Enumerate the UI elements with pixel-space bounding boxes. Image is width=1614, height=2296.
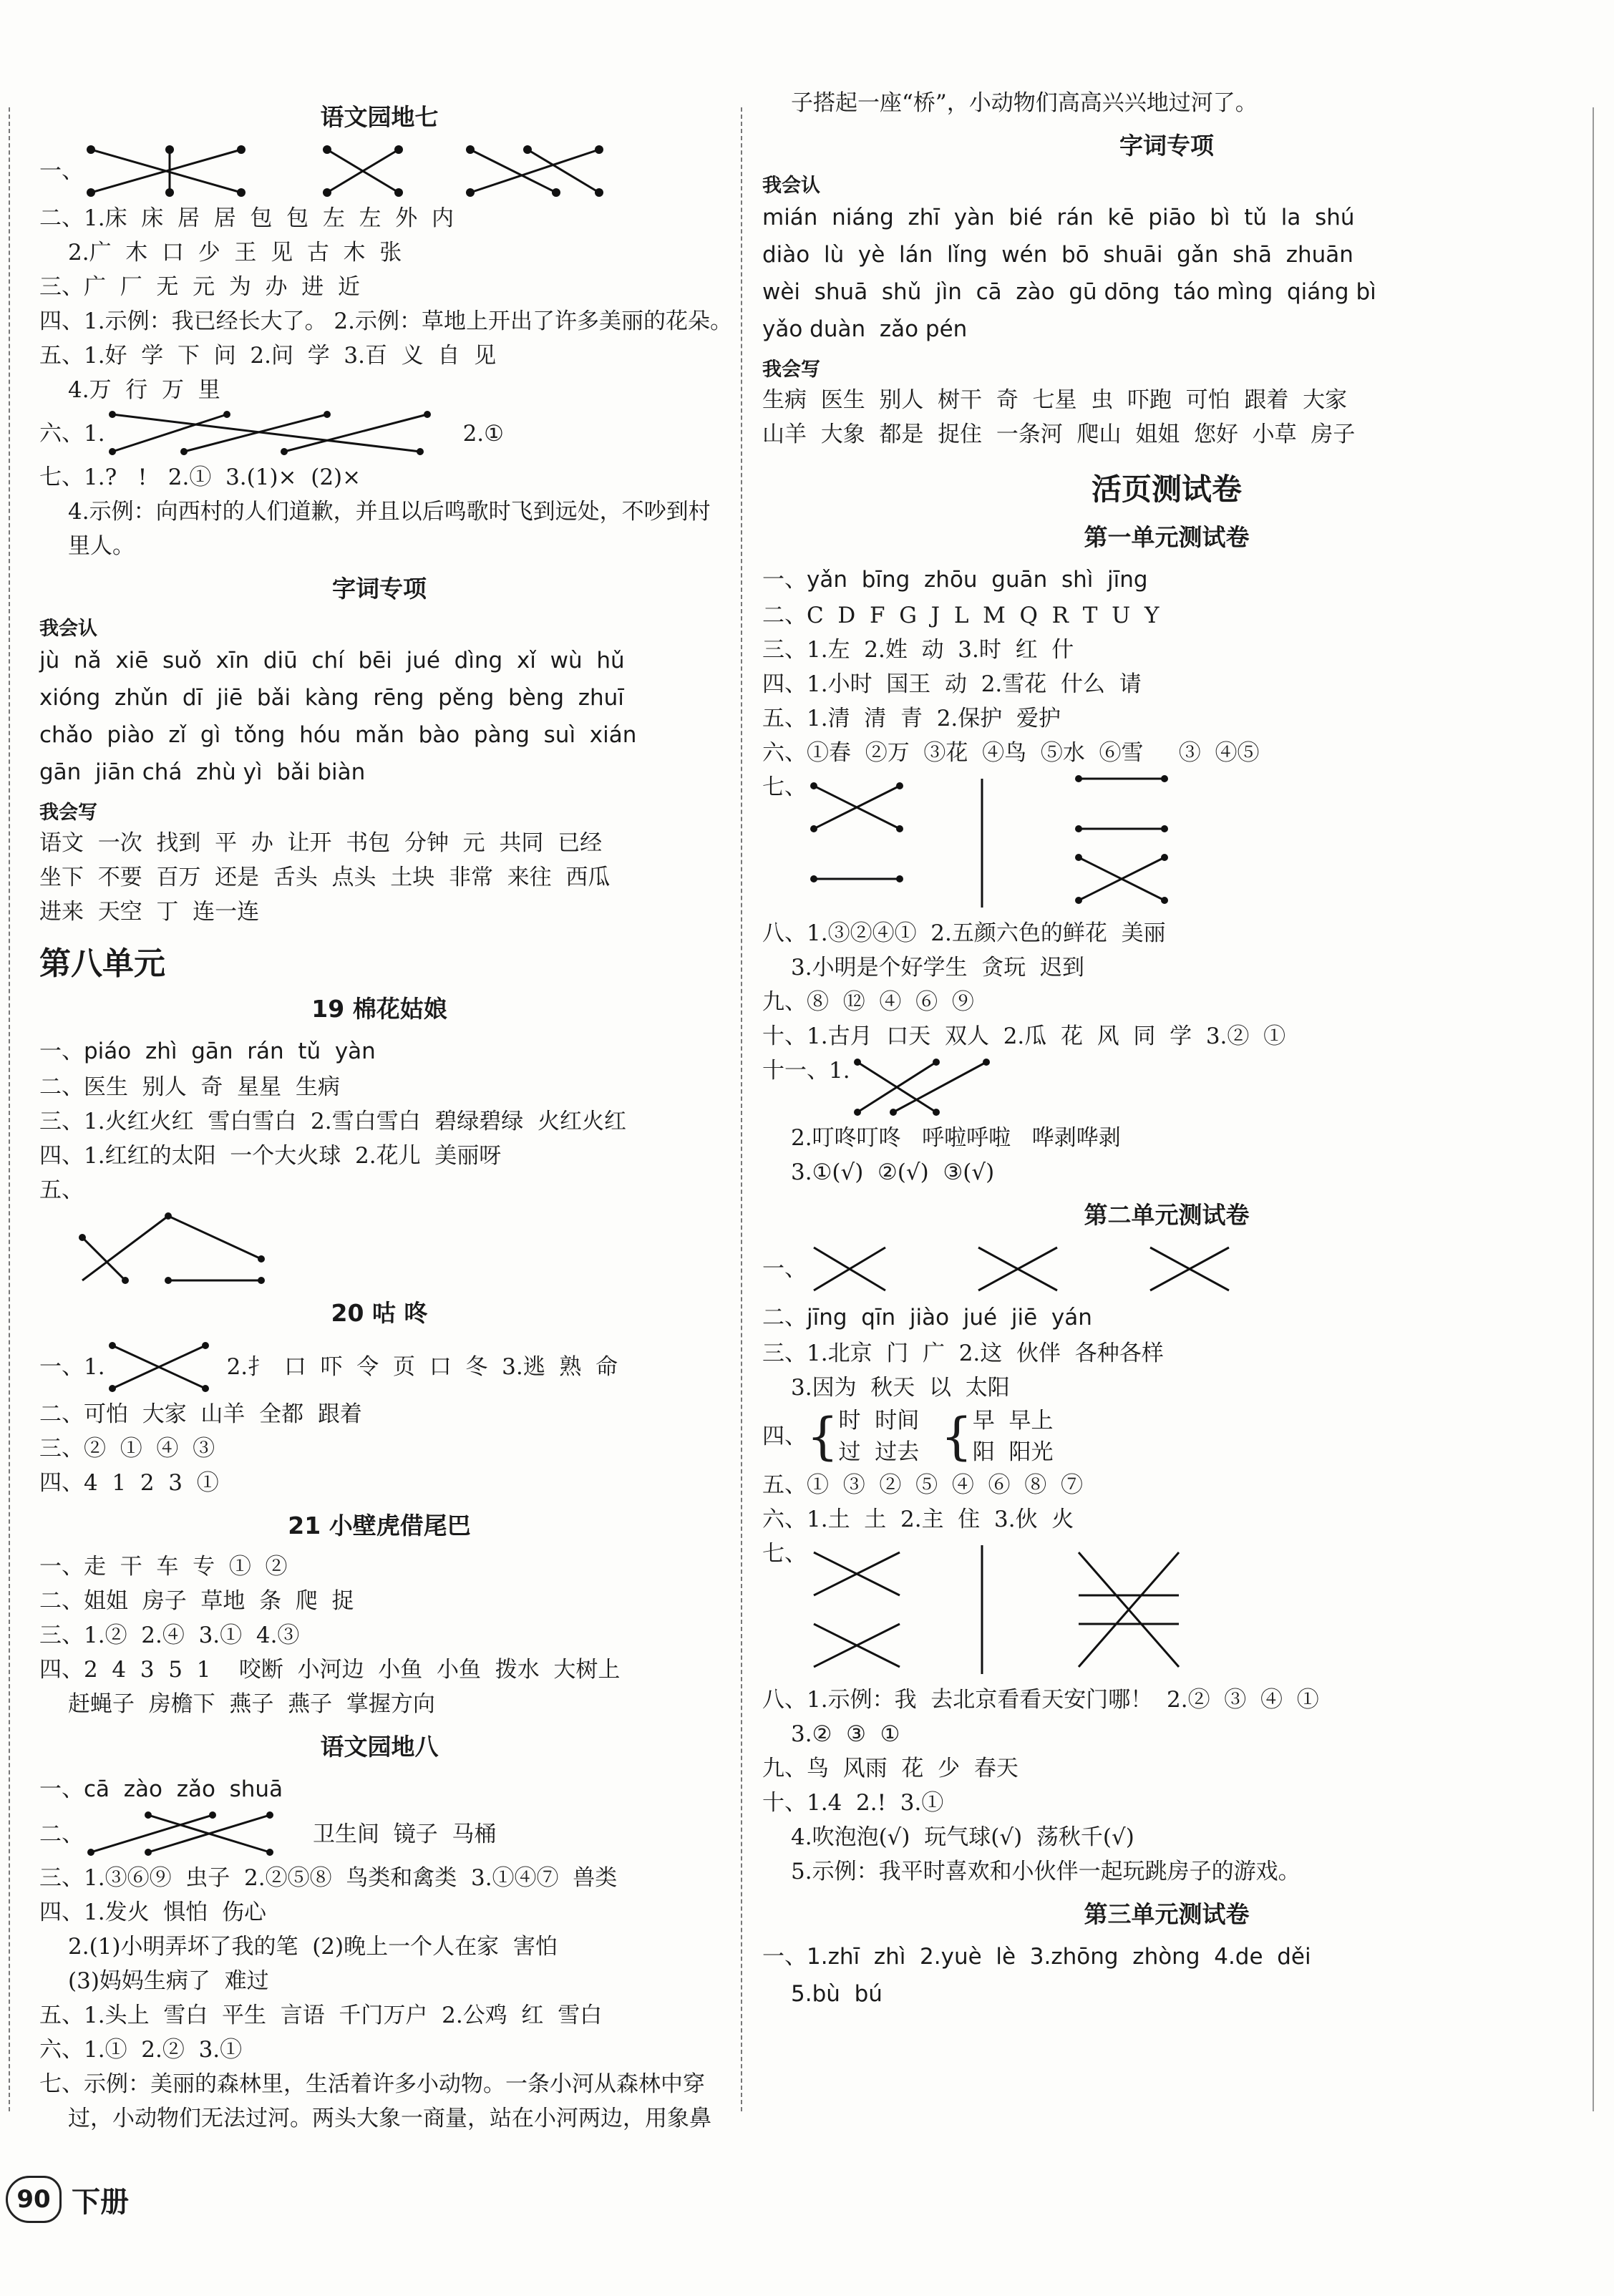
answer-line: 坐下 不要 百万 还是 舌头 点头 土块 非常 来往 西瓜 bbox=[39, 865, 611, 890]
volume-label: 下册 bbox=[72, 2185, 129, 2219]
answer-line: 十、1.4 2.! 3.① bbox=[762, 1790, 944, 1816]
pinyin-line: mián niáng zhī yàn bié rán kē piāo bì tǔ la shú bbox=[762, 205, 1355, 230]
test-section-title: 活页测试卷 bbox=[1091, 472, 1242, 507]
answer-line: 五、1.好 学 下 问 2.问 学 3.百 义 自 见 bbox=[39, 343, 497, 369]
matching-diagram bbox=[807, 772, 1207, 915]
answer-line: 语文 一次 找到 平 办 让开 书包 分钟 元 共同 已经 bbox=[39, 830, 603, 856]
matching-diagram bbox=[105, 409, 463, 459]
page-footer bbox=[6, 2176, 129, 2223]
test-title: 第三单元测试卷 bbox=[1084, 1900, 1250, 1928]
matching-row bbox=[39, 1808, 719, 1861]
answer-line: 四、1.红红的太阳 一个大火球 2.花儿 美丽呀 bbox=[39, 1143, 502, 1169]
group-item: 时 时间 bbox=[838, 1408, 920, 1434]
matching-diagram bbox=[850, 1055, 1036, 1119]
answer-line: 三、1.北京 门 广 2.这 伙伴 各种各样 bbox=[762, 1341, 1164, 1366]
subheading: 我会写 bbox=[762, 359, 820, 381]
unit-title: 第八单元 bbox=[39, 945, 165, 982]
group-item: 早 早上 bbox=[972, 1408, 1054, 1434]
answer-line: 三、1.左 2.姓 动 3.时 红 什 bbox=[762, 637, 1074, 663]
left-column bbox=[39, 79, 733, 2136]
pinyin-line: yǎo duàn zǎo pén bbox=[762, 316, 968, 342]
section-title: 字词专项 bbox=[332, 575, 427, 603]
section-title: 语文园地八 bbox=[320, 1733, 439, 1761]
pinyin-line: diào lù yè lán lǐng wén bō shuāi gǎn shā zhuān bbox=[762, 242, 1353, 268]
matching-diagram bbox=[75, 1209, 361, 1288]
answer-line: 生病 医生 别人 树干 奇 七星 虫 吓跑 可怕 跟着 大家 bbox=[762, 387, 1348, 413]
matching-diagram bbox=[105, 1338, 227, 1396]
answer-line: 四、4 1 2 3 ① bbox=[39, 1470, 219, 1496]
answer-line: 2.广 木 口 少 王 见 古 木 张 bbox=[68, 240, 402, 266]
right-margin-rule bbox=[1593, 107, 1594, 2111]
answer-line: 七、示例：美丽的森林里，生活着许多小动物。一条小河从森林中穿 bbox=[39, 2071, 705, 2097]
answer-line: 二、可怕 大家 山羊 全都 跟着 bbox=[39, 1401, 362, 1427]
answer-line: 六、①春 ②万 ③花 ④鸟 ⑤水 ⑥雪 ③ ④⑤ bbox=[762, 740, 1260, 766]
answer-line: 三、1.③⑥⑨ 虫子 2.②⑤⑧ 鸟类和禽类 3.①④⑦ 兽类 bbox=[39, 1865, 618, 1891]
pinyin-line: wèi shuā shǔ jìn cā zào gū dōng táo mìng qiáng bì bbox=[762, 279, 1376, 305]
item-label: 七、 bbox=[762, 774, 807, 800]
answer-line: 二、姐姐 房子 草地 条 爬 捉 bbox=[39, 1588, 354, 1614]
item-label: 一、 bbox=[39, 158, 84, 184]
pinyin-line: 二、jīng qīn jiào jué jiē yán bbox=[762, 1305, 1092, 1331]
answer-line: 三、1.火红火红 雪白雪白 2.雪白雪白 碧绿碧绿 火红火红 bbox=[39, 1109, 626, 1134]
answer-line: 六、1.① 2.② 3.① bbox=[39, 2037, 243, 2063]
matching-row bbox=[762, 770, 1571, 916]
answer-line: 四、1.小时 国王 动 2.雪花 什么 请 bbox=[762, 671, 1142, 697]
matching-diagram bbox=[84, 142, 613, 200]
matching-row bbox=[762, 1537, 1571, 1683]
answer-line: 十、1.古月 口天 双人 2.瓜 花 风 同 学 3.② ① bbox=[762, 1023, 1286, 1049]
item-label: 六、1. bbox=[39, 421, 105, 447]
answer-line: 子搭起一座“桥”，小动物们高高兴兴地过河了。 bbox=[791, 90, 1258, 116]
pinyin-line: 一、cā zào zǎo shuā bbox=[39, 1776, 283, 1802]
page-number: 90 bbox=[6, 2176, 62, 2223]
group-item: 阳 阳光 bbox=[972, 1439, 1054, 1465]
grouping-row bbox=[762, 1405, 1571, 1468]
test-title: 第二单元测试卷 bbox=[1084, 1201, 1250, 1229]
item-label: 七、 bbox=[762, 1541, 807, 1567]
section-title: 字词专项 bbox=[1119, 132, 1214, 160]
answer-line: 五、 bbox=[39, 1177, 84, 1203]
answer-line: 3.小明是个好学生 贪玩 迟到 bbox=[791, 955, 1084, 981]
answer-line: 四、1.示例：我已经长大了。 2.示例：草地上开出了许多美丽的花朵。 bbox=[39, 308, 733, 334]
item-label: 一、1. bbox=[39, 1354, 105, 1380]
answer-line: 2.叮咚叮咚 呼啦呼啦 哗剥哗剥 bbox=[791, 1125, 1121, 1151]
answer-line: 3.② ③ ① bbox=[791, 1721, 900, 1747]
answer-line: 4.吹泡泡(√) 玩气球(√) 荡秋千(√) bbox=[791, 1824, 1134, 1850]
matching-diagram bbox=[807, 1240, 1293, 1298]
test-title: 第一单元测试卷 bbox=[1084, 523, 1250, 551]
answer-line: 二、1.床 床 居 居 包 包 左 左 外 内 bbox=[39, 205, 454, 231]
left-brace-icon: { bbox=[807, 1407, 839, 1466]
answer-line: (3)妈妈生病了 难过 bbox=[68, 1968, 269, 1994]
answer-line: 4.示例：向西村的人们道歉，并且以后鸣歌时飞到远处，不吵到村 bbox=[68, 499, 711, 525]
item-label: 卫生间 镜子 马桶 bbox=[313, 1821, 497, 1847]
answer-line: 里人。 bbox=[68, 533, 135, 559]
answer-line: 3.因为 秋天 以 太阳 bbox=[791, 1375, 1010, 1401]
right-column bbox=[762, 86, 1571, 2013]
answer-line: 二、C D F G J L M Q R T U Y bbox=[762, 603, 1160, 628]
left-margin-rule bbox=[9, 107, 10, 2111]
answer-line: 六、1.土 土 2.主 住 3.伙 火 bbox=[762, 1507, 1074, 1532]
answer-line: 5.示例：我平时喜欢和小伙伴一起玩跳房子的游戏。 bbox=[791, 1859, 1301, 1884]
lesson-title: 20 咕 咚 bbox=[331, 1299, 428, 1327]
group-item: 过 过去 bbox=[838, 1439, 920, 1465]
answer-line: 3.①(√) ②(√) ③(√) bbox=[791, 1159, 995, 1185]
answer-line: 四、2 4 3 5 1 咬断 小河边 小鱼 小鱼 拨水 大树上 bbox=[39, 1657, 621, 1683]
answer-line: 一、走 干 车 专 ① ② bbox=[39, 1554, 288, 1580]
subheading: 我会写 bbox=[39, 802, 97, 824]
item-label: 一、 bbox=[762, 1256, 807, 1282]
answer-line: 九、⑧ ⑫ ④ ⑥ ⑨ bbox=[762, 989, 974, 1015]
answer-line: 五、1.头上 雪白 平生 言语 千门万户 2.公鸡 红 雪白 bbox=[39, 2003, 603, 2028]
pinyin-line: gān jiān chá zhù yì bǎi biàn bbox=[39, 759, 366, 785]
answer-line: 4.万 行 万 里 bbox=[68, 377, 220, 403]
left-brace-icon: { bbox=[940, 1407, 973, 1466]
pinyin-line: 5.bù bú bbox=[791, 1981, 883, 2007]
answer-line: 九、鸟 风雨 花 少 春天 bbox=[762, 1756, 1019, 1781]
matching-row bbox=[762, 1054, 1571, 1121]
matching-row bbox=[39, 141, 719, 201]
answer-line: 八、1.③②④① 2.五颜六色的鲜花 美丽 bbox=[762, 920, 1166, 946]
item-label: 2.① bbox=[462, 421, 504, 447]
pinyin-line: xióng zhǔn dī jiē bǎi kàng rēng pěng bèng zhuī bbox=[39, 685, 624, 711]
answer-line: 七、1.? ! 2.① 3.(1)× (2)× bbox=[39, 464, 361, 490]
item-label: 十一、1. bbox=[762, 1058, 850, 1084]
answer-line: 八、1.示例：我 去北京看看天安门哪！ 2.② ③ ④ ① bbox=[762, 1687, 1319, 1713]
answer-line: 赶蝇子 房檐下 燕子 燕子 掌握方向 bbox=[68, 1691, 435, 1717]
section-title: 语文园地七 bbox=[320, 103, 439, 131]
answer-line: 四、1.发火 惧怕 伤心 bbox=[39, 1899, 266, 1925]
answer-line: 二、医生 别人 奇 星星 生病 bbox=[39, 1074, 340, 1100]
pinyin-line: chǎo piào zǐ gì tǒng hóu mǎn bào pàng suì xián bbox=[39, 722, 637, 748]
item-label: 2.扌 口 吓 令 页 口 冬 3.逃 熟 命 bbox=[226, 1354, 618, 1380]
pinyin-line: 一、piáo zhì gān rán tǔ yàn bbox=[39, 1038, 376, 1064]
matching-diagram bbox=[84, 1809, 313, 1859]
item-label: 四、 bbox=[762, 1424, 807, 1449]
answer-line: 五、1.清 清 青 2.保护 爱护 bbox=[762, 706, 1061, 731]
answer-line: 五、① ③ ② ⑤ ④ ⑥ ⑧ ⑦ bbox=[762, 1472, 1083, 1498]
pinyin-line: 一、yǎn bīng zhōu guān shì jīng bbox=[762, 567, 1148, 593]
matching-row bbox=[39, 1337, 719, 1397]
matching-diagram bbox=[807, 1538, 1222, 1681]
answer-line: 过，小动物们无法过河。两头大象一商量，站在小河两边，用象鼻 bbox=[68, 2106, 711, 2131]
answer-line: 三、1.② 2.④ 3.① 4.③ bbox=[39, 1623, 300, 1648]
item-label: 二、 bbox=[39, 1821, 84, 1847]
pinyin-line: jù nǎ xiē suǒ xīn diū chí bēi jué dìng xǐ wù hǔ bbox=[39, 648, 625, 673]
answer-line: 进来 天空 丁 连一连 bbox=[39, 899, 260, 925]
answer-line: 山羊 大象 都是 捉住 一条河 爬山 姐姐 您好 小草 房子 bbox=[762, 422, 1356, 447]
pinyin-line: 一、1.zhī zhì 2.yuè lè 3.zhōng zhòng 4.de děi bbox=[762, 1944, 1311, 1970]
lesson-title: 21 小壁虎借尾巴 bbox=[288, 1512, 471, 1539]
subheading: 我会认 bbox=[762, 175, 820, 197]
matching-row bbox=[39, 407, 719, 460]
subheading: 我会认 bbox=[39, 618, 97, 640]
lesson-title: 19 棉花姑娘 bbox=[311, 995, 447, 1023]
column-divider bbox=[741, 107, 742, 2111]
answer-line: 三、② ① ④ ③ bbox=[39, 1436, 215, 1461]
answer-line: 2.(1)小明弄坏了我的笔 (2)晚上一个人在家 害怕 bbox=[68, 1934, 558, 1960]
answer-line: 三、广 厂 无 元 为 办 进 近 bbox=[39, 274, 360, 300]
matching-row bbox=[762, 1239, 1571, 1299]
